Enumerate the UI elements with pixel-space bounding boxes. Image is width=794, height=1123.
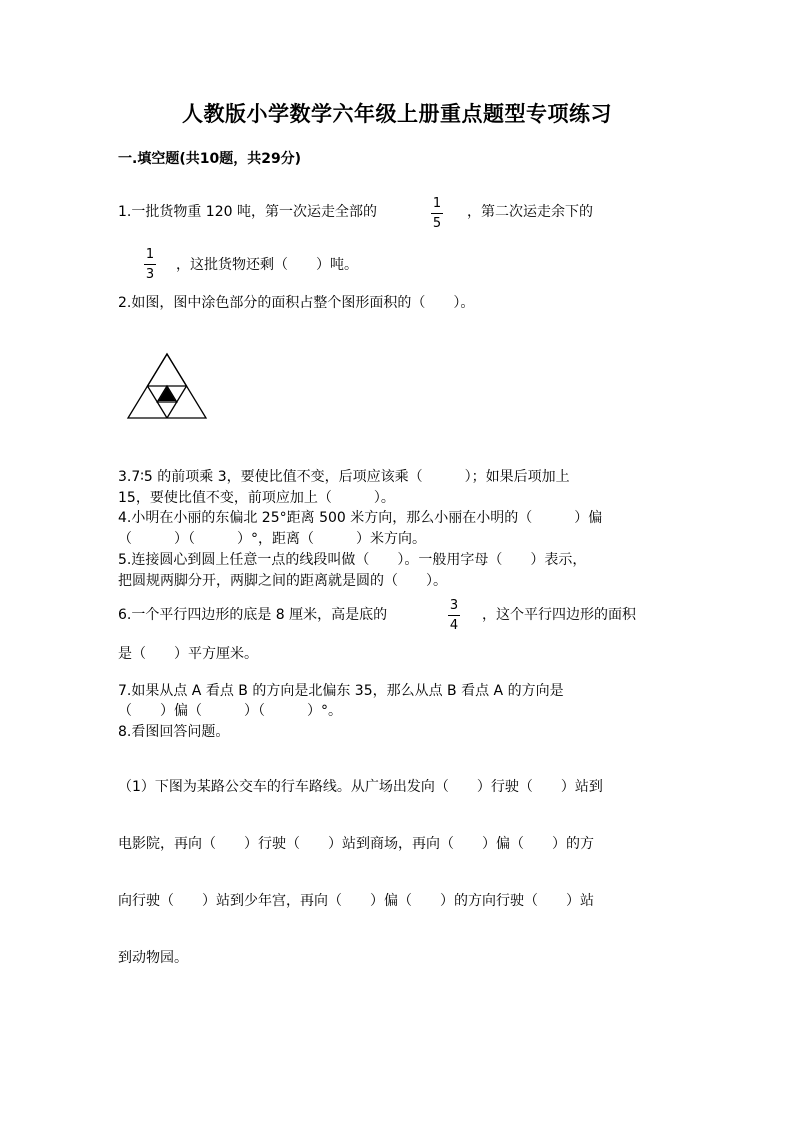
q5-line-1: 5.连接圆心到圆上任意一点的线段叫做（ ）。一般用字母（ ）表示， (118, 552, 587, 568)
fraction-bar (144, 264, 156, 265)
q4-line-1: 4.小明在小丽的东偏北 25°距离 500 米方向，那么小丽在小明的（ ）偏 (118, 510, 603, 526)
q6-text-c: 是（ ）平方厘米。 (118, 646, 258, 662)
q6-fraction-3-4 (448, 598, 460, 633)
fraction-denominator: 3 (145, 267, 155, 282)
q8-line-1: （1）下图为某路公交车的行车路线。从广场出发向（ ）行驶（ ）站到 (118, 779, 603, 795)
q1-text-b: ，第二次运走余下的 (467, 204, 593, 220)
q8-heading: 8.看图回答问题。 (118, 724, 230, 740)
q1-fraction-1-5 (431, 196, 443, 231)
q1-text-c: ，这批货物还剩（ ）吨。 (176, 257, 358, 273)
q4-line-2: （ ）（ ）°，距离（ ）米方向。 (118, 531, 426, 547)
fraction-bar (431, 213, 443, 214)
section-heading: 一.填空题(共10题，共29分) (118, 151, 302, 167)
q7-line-1: 7.如果从点 A 看点 B 的方向是北偏东 35，那么从点 B 看点 A 的方向是 (118, 683, 564, 699)
q1-text-a: 1.一批货物重 120 吨，第一次运走全部的 (118, 204, 377, 220)
fraction-numerator: 3 (449, 598, 459, 613)
fraction-denominator: 4 (449, 618, 459, 633)
q7-line-2: （ ）偏（ ）（ ）°。 (118, 703, 342, 719)
q6-text-b: ，这个平行四边形的面积 (482, 607, 636, 623)
fraction-numerator: 1 (145, 247, 155, 262)
q8-line-3: 向行驶（ ）站到少年宫，再向（ ）偏（ ）的方向行驶（ ）站 (118, 893, 594, 909)
triangle-figure (126, 352, 208, 420)
q1-fraction-1-3 (144, 247, 156, 282)
q5-line-2: 把圆规两脚分开，两脚之间的距离就是圆的（ ）。 (118, 573, 447, 589)
fraction-numerator: 1 (432, 196, 442, 211)
shaded-triangle (159, 387, 176, 401)
q3-line-1: 3.7∶5 的前项乘 3，要使比值不变，后项应该乘（ ）；如果后项加上 (118, 469, 570, 485)
q3-line-2: 15，要使比值不变，前项应加上（ ）。 (118, 490, 395, 506)
fraction-denominator: 5 (432, 216, 442, 231)
fraction-bar (448, 615, 460, 616)
q6-text-a: 6.一个平行四边形的底是 8 厘米，高是底的 (118, 607, 388, 623)
q8-line-2: 电影院，再向（ ）行驶（ ）站到商场，再向（ ）偏（ ）的方 (118, 836, 594, 852)
page-title: 人教版小学数学六年级上册重点题型专项练习 (182, 101, 612, 126)
q2-text: 2.如图，图中涂色部分的面积占整个图形面积的（ ）。 (118, 295, 475, 311)
q8-line-4: 到动物园。 (118, 950, 188, 966)
